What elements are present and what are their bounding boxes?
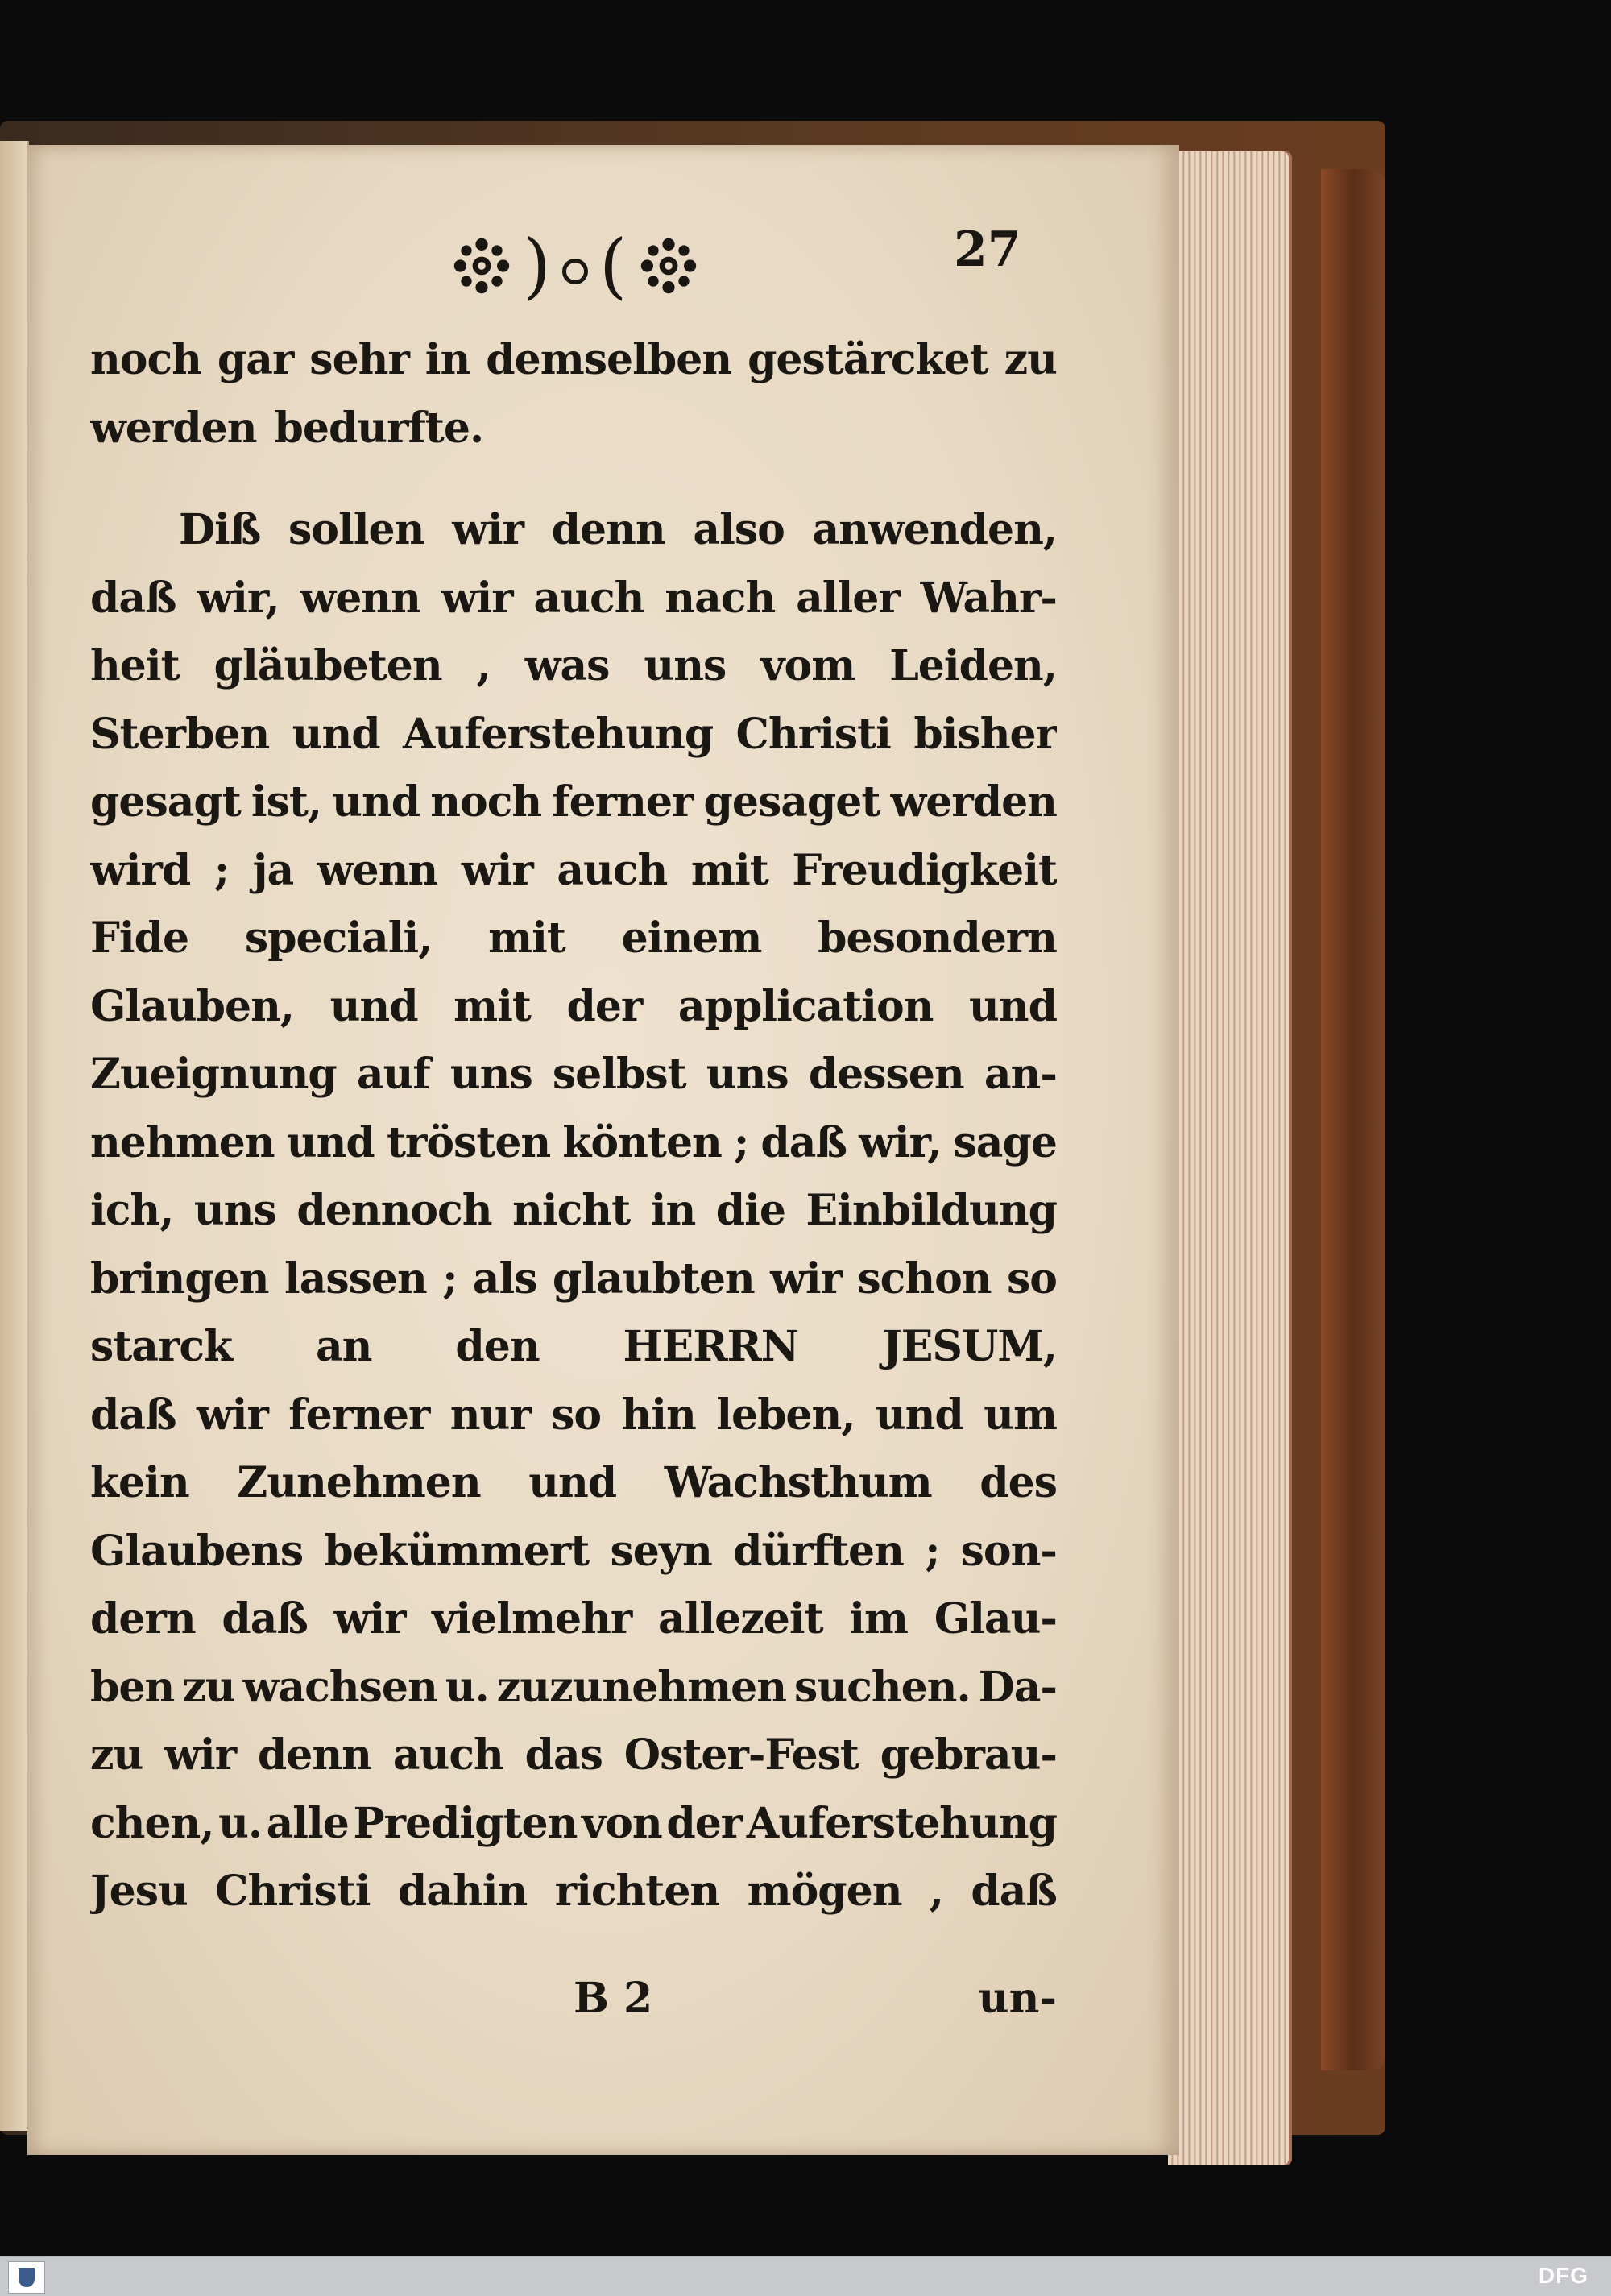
word: dürften bbox=[733, 1526, 904, 1576]
word: bedurfte. bbox=[274, 403, 484, 453]
word: vielmehr bbox=[432, 1594, 632, 1643]
word: bekümmert bbox=[324, 1526, 590, 1576]
paragraph bbox=[90, 496, 1057, 1926]
word: in bbox=[650, 1186, 696, 1235]
word: son- bbox=[960, 1526, 1057, 1576]
word: mit bbox=[453, 981, 531, 1031]
word: der bbox=[666, 1798, 743, 1848]
word: denn bbox=[551, 505, 665, 554]
word: im bbox=[849, 1594, 909, 1643]
word: zuzunehmen bbox=[496, 1662, 787, 1712]
word: Sterben bbox=[90, 709, 270, 759]
word: JESUM, bbox=[882, 1322, 1057, 1371]
word: werden bbox=[90, 403, 257, 453]
word: noch bbox=[90, 335, 201, 384]
word: ferner bbox=[288, 1390, 430, 1440]
word: dahin bbox=[397, 1867, 528, 1916]
word: kein bbox=[90, 1458, 189, 1507]
text-line bbox=[90, 1790, 1057, 1859]
word: als bbox=[472, 1254, 537, 1303]
word: so bbox=[551, 1390, 602, 1440]
word: gebrau- bbox=[880, 1730, 1057, 1780]
word: Wachsthum bbox=[664, 1458, 932, 1507]
word: selbst bbox=[552, 1050, 686, 1099]
book-page bbox=[27, 145, 1179, 2155]
word: daß bbox=[222, 1594, 308, 1643]
word: wir, bbox=[197, 573, 280, 623]
word: nur bbox=[449, 1390, 531, 1440]
word: wir bbox=[441, 573, 513, 623]
word: bringen bbox=[90, 1254, 269, 1303]
word: suchen. bbox=[794, 1662, 971, 1712]
dfg-logo: DFG bbox=[1538, 2263, 1588, 2288]
word: denn bbox=[257, 1730, 371, 1780]
word: und bbox=[286, 1117, 375, 1167]
word: von bbox=[582, 1798, 662, 1848]
ornament-paren-left: ( bbox=[599, 224, 627, 307]
catchword: un- bbox=[978, 1974, 1057, 2023]
word: gesaget bbox=[703, 777, 880, 827]
word: u. bbox=[445, 1662, 489, 1712]
word: Predigten bbox=[353, 1798, 578, 1848]
text-line bbox=[90, 395, 1057, 463]
ornament-ring bbox=[562, 259, 588, 284]
word: und bbox=[875, 1390, 963, 1440]
word: sage bbox=[953, 1117, 1057, 1167]
word: wir bbox=[770, 1254, 843, 1303]
text-line bbox=[90, 905, 1057, 973]
text-line bbox=[90, 701, 1057, 769]
word: chen, bbox=[90, 1798, 214, 1848]
page-number: 27 bbox=[954, 222, 1021, 278]
word: das bbox=[524, 1730, 603, 1780]
rosette-icon bbox=[451, 235, 512, 296]
word: uns bbox=[644, 641, 727, 690]
word: gestärcket bbox=[748, 335, 988, 384]
cover-edge bbox=[1321, 169, 1385, 2070]
word: wir bbox=[452, 505, 524, 554]
word: könten bbox=[562, 1117, 722, 1167]
word: und bbox=[969, 981, 1057, 1031]
word: wir bbox=[461, 845, 533, 895]
word: Auferstehung bbox=[403, 709, 714, 759]
word: , bbox=[929, 1867, 944, 1916]
body-text bbox=[90, 326, 1057, 1926]
word: wir, bbox=[859, 1117, 942, 1167]
word: Glau- bbox=[934, 1594, 1057, 1643]
word: uns bbox=[193, 1186, 276, 1235]
gutter-page bbox=[0, 141, 29, 2131]
word: ich, bbox=[90, 1186, 174, 1235]
text-line bbox=[90, 1654, 1057, 1722]
page-footer bbox=[90, 1974, 1057, 2041]
word: wachsen bbox=[242, 1662, 437, 1712]
word: so bbox=[1006, 1254, 1057, 1303]
word: daß bbox=[971, 1867, 1057, 1916]
word: sehr bbox=[309, 335, 409, 384]
word: zu bbox=[1004, 335, 1057, 384]
word: schon bbox=[857, 1254, 992, 1303]
word: Leiden, bbox=[889, 641, 1057, 690]
text-line bbox=[90, 769, 1057, 837]
word: der bbox=[566, 981, 643, 1031]
word: Da- bbox=[978, 1662, 1057, 1712]
word: bisher bbox=[913, 709, 1057, 759]
text-line bbox=[90, 1382, 1057, 1450]
word: Fide bbox=[90, 914, 189, 963]
word: gläubeten bbox=[213, 641, 442, 690]
word: auf bbox=[356, 1050, 430, 1099]
word: besondern bbox=[818, 914, 1057, 963]
text-line bbox=[90, 1177, 1057, 1245]
word: application bbox=[677, 981, 934, 1031]
text-line bbox=[90, 496, 1057, 565]
word: Einbildung bbox=[806, 1186, 1057, 1235]
word: ist, bbox=[251, 777, 322, 827]
word: glaubten bbox=[552, 1254, 755, 1303]
word: nach bbox=[665, 573, 776, 623]
word: wird bbox=[90, 845, 191, 895]
signature-mark: B 2 bbox=[574, 1974, 653, 2023]
word: und bbox=[329, 981, 418, 1031]
word: leben, bbox=[716, 1390, 855, 1440]
word: starck bbox=[90, 1322, 233, 1371]
word: Auferstehung bbox=[746, 1798, 1057, 1848]
text-line bbox=[90, 1585, 1057, 1654]
word: seyn bbox=[610, 1526, 712, 1576]
text-line bbox=[90, 1518, 1057, 1586]
word: ; bbox=[213, 845, 230, 895]
word: was bbox=[524, 641, 610, 690]
word: dennoch bbox=[296, 1186, 492, 1235]
word: ; bbox=[442, 1254, 458, 1303]
running-head-ornament bbox=[406, 222, 744, 310]
text-line bbox=[90, 1449, 1057, 1518]
word: an- bbox=[984, 1050, 1057, 1099]
word: richten bbox=[554, 1867, 720, 1916]
word: wir bbox=[196, 1390, 268, 1440]
word: gar bbox=[217, 335, 294, 384]
word: ; bbox=[734, 1117, 749, 1167]
word: gesagt bbox=[90, 777, 241, 827]
page-edges bbox=[1168, 151, 1289, 2165]
word: daß bbox=[90, 573, 176, 623]
word: um bbox=[984, 1390, 1057, 1440]
word: nehmen bbox=[90, 1117, 275, 1167]
text-line bbox=[90, 632, 1057, 701]
word: den bbox=[455, 1322, 540, 1371]
word: Oster-Fest bbox=[623, 1730, 859, 1780]
word: daß bbox=[760, 1117, 847, 1167]
text-line bbox=[90, 1245, 1057, 1314]
word: Freudigkeit bbox=[792, 845, 1057, 895]
word: und bbox=[332, 777, 420, 827]
word: nicht bbox=[512, 1186, 631, 1235]
library-logo-icon bbox=[8, 2261, 45, 2294]
word: des bbox=[979, 1458, 1057, 1507]
word: an bbox=[315, 1322, 372, 1371]
text-line bbox=[90, 973, 1057, 1042]
word: wir bbox=[333, 1594, 406, 1643]
word: ja bbox=[252, 845, 294, 895]
word: u. bbox=[218, 1798, 262, 1848]
word: speciali, bbox=[244, 914, 433, 963]
word: zu bbox=[90, 1730, 143, 1780]
word: wenn bbox=[317, 845, 438, 895]
word: uns bbox=[449, 1050, 532, 1099]
word: auch bbox=[557, 845, 668, 895]
word: vom bbox=[760, 641, 855, 690]
text-line bbox=[90, 1858, 1057, 1926]
text-line bbox=[90, 326, 1057, 395]
word: HERRN bbox=[623, 1322, 799, 1371]
word: Zunehmen bbox=[237, 1458, 481, 1507]
rosette-icon bbox=[638, 235, 699, 296]
word: und bbox=[528, 1458, 617, 1507]
word: hin bbox=[621, 1390, 696, 1440]
word: werden bbox=[890, 777, 1057, 827]
word: die bbox=[715, 1186, 785, 1235]
word: also bbox=[693, 505, 785, 554]
word: ben bbox=[90, 1662, 175, 1712]
word: heit bbox=[90, 641, 180, 690]
word: anwenden, bbox=[812, 505, 1057, 554]
word: in bbox=[424, 335, 470, 384]
word: ; bbox=[925, 1526, 940, 1576]
word: Christi bbox=[735, 709, 891, 759]
word: einem bbox=[621, 914, 762, 963]
word: Glauben, bbox=[90, 981, 295, 1031]
word: auch bbox=[533, 573, 644, 623]
word: Glaubens bbox=[90, 1526, 304, 1576]
text-line bbox=[90, 1109, 1057, 1178]
word: Zueignung bbox=[90, 1050, 337, 1099]
word: mit bbox=[690, 845, 768, 895]
word: sollen bbox=[288, 505, 424, 554]
word: demselben bbox=[486, 335, 732, 384]
word: , bbox=[476, 641, 491, 690]
word: aller bbox=[796, 573, 900, 623]
word: wir bbox=[164, 1730, 237, 1780]
word: auch bbox=[392, 1730, 503, 1780]
word: lassen bbox=[284, 1254, 427, 1303]
word: dern bbox=[90, 1594, 196, 1643]
text-line bbox=[90, 837, 1057, 906]
text-line bbox=[90, 565, 1057, 633]
word: wenn bbox=[300, 573, 420, 623]
text-line bbox=[90, 1722, 1057, 1790]
word: dessen bbox=[808, 1050, 964, 1099]
word: Wahr- bbox=[920, 573, 1057, 623]
word: Christi bbox=[215, 1867, 371, 1916]
word: Diß bbox=[179, 505, 261, 554]
word: mögen bbox=[747, 1867, 902, 1916]
word: noch bbox=[430, 777, 542, 827]
word: mit bbox=[488, 914, 565, 963]
paragraph-continuation bbox=[90, 326, 1057, 462]
word: Jesu bbox=[90, 1867, 188, 1916]
word: und bbox=[292, 709, 380, 759]
text-line bbox=[90, 1041, 1057, 1109]
word: uns bbox=[706, 1050, 789, 1099]
text-line bbox=[90, 1313, 1057, 1382]
word: daß bbox=[90, 1390, 176, 1440]
word: trösten bbox=[386, 1117, 551, 1167]
word: zu bbox=[182, 1662, 235, 1712]
status-bar bbox=[0, 2256, 1611, 2296]
word: alle bbox=[266, 1798, 349, 1848]
ornament-paren-right: ) bbox=[523, 224, 551, 307]
word: ferner bbox=[552, 777, 694, 827]
word: allezeit bbox=[657, 1594, 823, 1643]
